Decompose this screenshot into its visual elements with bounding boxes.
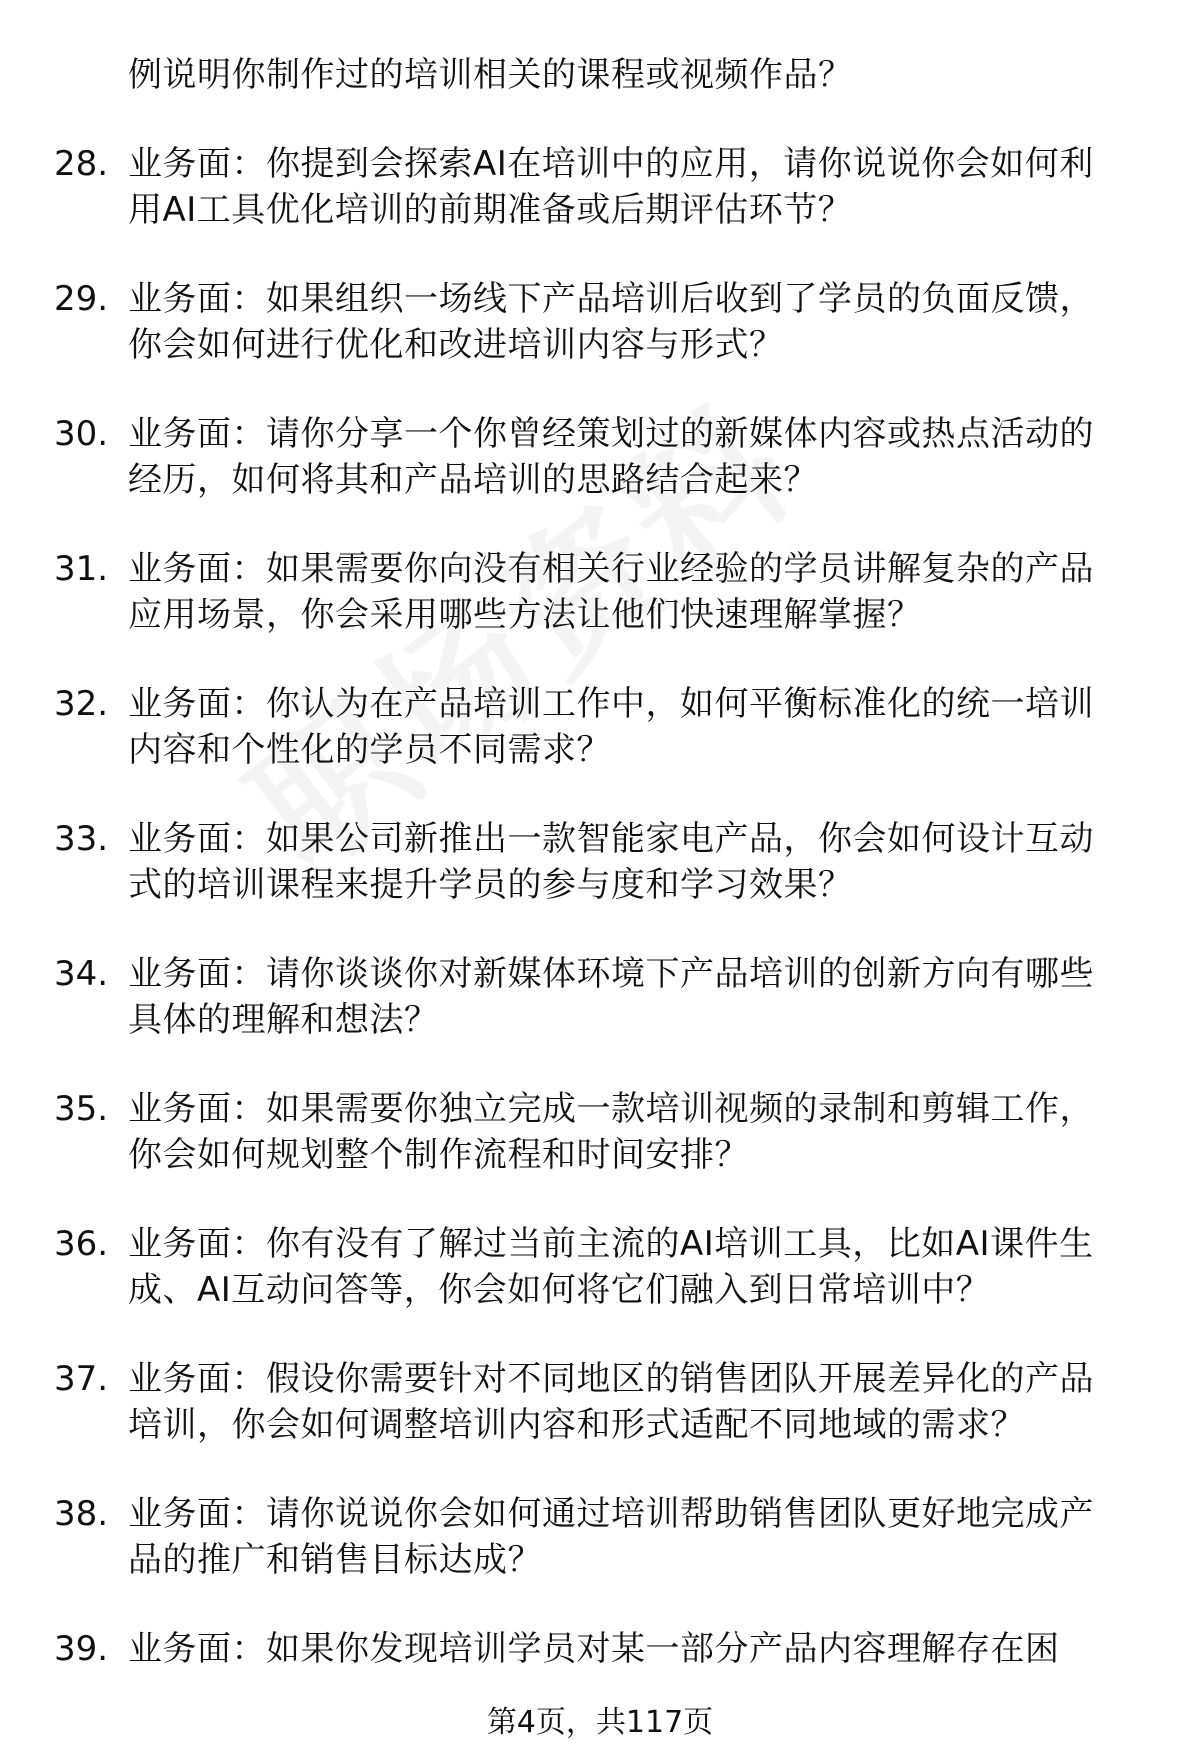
question-list [0, 52, 1200, 1715]
question-text: 例说明你制作过的培训相关的课程或视频作品？ [128, 55, 853, 95]
question-text: 业务面：你认为在产品培训工作中，如何平衡标准化的统一培训 内容和个性化的学员不同需求？ [128, 684, 1094, 770]
question-number: 36. [54, 1224, 109, 1264]
question-text: 业务面：如果需要你独立完成一款培训视频的录制和剪辑工作， 你会如何规划整个制作流程和时间安排？ [128, 1089, 1094, 1175]
question-text: 业务面：假设你需要针对不同地区的销售团队开展差异化的产品 培训，你会如何调整培训内容和形式适配不同地域的需求？ [128, 1359, 1094, 1445]
question-item-34 [0, 951, 1200, 1043]
question-text: 业务面：如果需要你向没有相关行业经验的学员讲解复杂的产品 应用场景，你会采用哪些方法让他们快速理解掌握？ [128, 549, 1094, 635]
question-number: 37. [54, 1359, 109, 1399]
question-continuation [0, 52, 1200, 98]
question-item-29 [0, 276, 1200, 368]
question-item-35 [0, 1086, 1200, 1178]
question-text: 业务面：如果你发现培训学员对某一部分产品内容理解存在困 [128, 1629, 1060, 1669]
question-number: 30. [54, 414, 109, 454]
question-text: 业务面：请你说说你会如何通过培训帮助销售团队更好地完成产 品的推广和销售目标达成？ [128, 1494, 1094, 1580]
question-item-33 [0, 816, 1200, 908]
question-item-37 [0, 1356, 1200, 1448]
question-text: 业务面：如果公司新推出一款智能家电产品，你会如何设计互动 式的培训课程来提升学员的参与度和学习效果？ [128, 819, 1094, 905]
question-number: 33. [54, 819, 109, 859]
question-text: 业务面：如果组织一场线下产品培训后收到了学员的负面反馈， 你会如何进行优化和改进培训内容与形式？ [128, 279, 1094, 365]
question-text: 业务面：请你谈谈你对新媒体环境下产品培训的创新方向有哪些 具体的理解和想法？ [128, 954, 1094, 1040]
question-number: 35. [54, 1089, 109, 1129]
question-item-28 [0, 141, 1200, 233]
question-item-32 [0, 681, 1200, 773]
page-footer: 第4页，共117页 [486, 1705, 714, 1740]
question-number: 38. [54, 1494, 109, 1534]
question-text: 业务面：请你分享一个你曾经策划过的新媒体内容或热点活动的 经历，如何将其和产品培训的思路结合起来？ [128, 414, 1094, 500]
question-text: 业务面：你有没有了解过当前主流的AI培训工具，比如AI课件生 成、AI互动问答等，你会如何将它们融入到日常培训中？ [128, 1224, 1094, 1310]
question-item-30 [0, 411, 1200, 503]
question-item-36 [0, 1221, 1200, 1313]
question-item-38 [0, 1491, 1200, 1583]
question-number: 28. [54, 144, 109, 184]
question-item-39 [0, 1626, 1200, 1672]
question-number: 32. [54, 684, 109, 724]
question-number: 39. [54, 1629, 109, 1669]
question-item-31 [0, 546, 1200, 638]
question-text: 业务面：你提到会探索AI在培训中的应用，请你说说你会如何利 用AI工具优化培训的前期准备或后期评估环节？ [128, 144, 1094, 230]
question-number: 34. [54, 954, 109, 994]
question-number: 29. [54, 279, 109, 319]
question-number: 31. [54, 549, 109, 589]
